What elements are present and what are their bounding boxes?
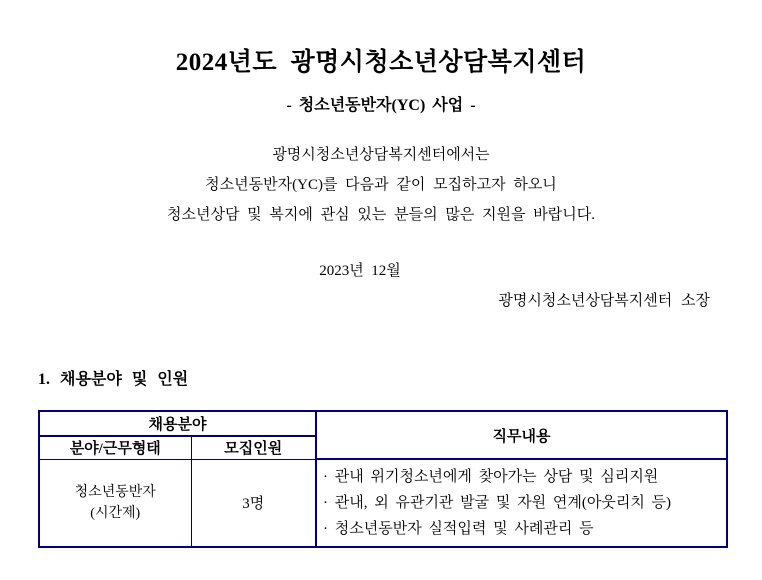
document-title: 2024년도 광명시청소년상담복지센터 xyxy=(175,49,587,76)
cell-count: 3명 xyxy=(191,459,316,547)
field-worktype: (시간제) xyxy=(90,505,141,521)
header-field-worktype: 분야/근무형태 xyxy=(39,436,191,459)
duty-item-2: · 관내, 외 유관기관 발굴 및 자원 연계(아웃리치 등) xyxy=(323,495,672,511)
intro-line-3: 청소년상담 및 복지에 관심 있는 분들의 많은 지원을 바랍니다. xyxy=(166,207,595,223)
table-header-row-1 xyxy=(39,411,727,436)
header-duties: 직무내용 xyxy=(316,411,727,459)
cell-duties xyxy=(316,459,727,547)
issue-date: 2023년 12월 xyxy=(319,263,401,279)
field-name: 청소년동반자 xyxy=(74,484,156,500)
intro-line-2: 청소년동반자(YC)를 다음과 같이 모집하고자 하오니 xyxy=(205,177,557,193)
recruitment-table xyxy=(38,410,728,548)
signature: 광명시청소년상담복지센터 소장 xyxy=(498,293,710,309)
header-recruit-count: 모집인원 xyxy=(191,436,316,459)
document-subtitle: - 청소년동반자(YC) 사업 - xyxy=(286,97,476,114)
header-recruit-field-group: 채용분야 xyxy=(39,411,316,436)
intro-line-1: 광명시청소년상담복지센터에서는 xyxy=(272,147,490,163)
duty-item-3: · 청소년동반자 실적입력 및 사례관리 등 xyxy=(323,521,594,537)
table-row xyxy=(39,459,727,547)
section1-heading: 1. 채용분야 및 인원 xyxy=(38,371,189,388)
intro-paragraph xyxy=(0,140,762,230)
cell-field xyxy=(39,459,191,547)
duty-item-1: · 관내 위기청소년에게 찾아가는 상담 및 심리지원 xyxy=(323,469,659,485)
